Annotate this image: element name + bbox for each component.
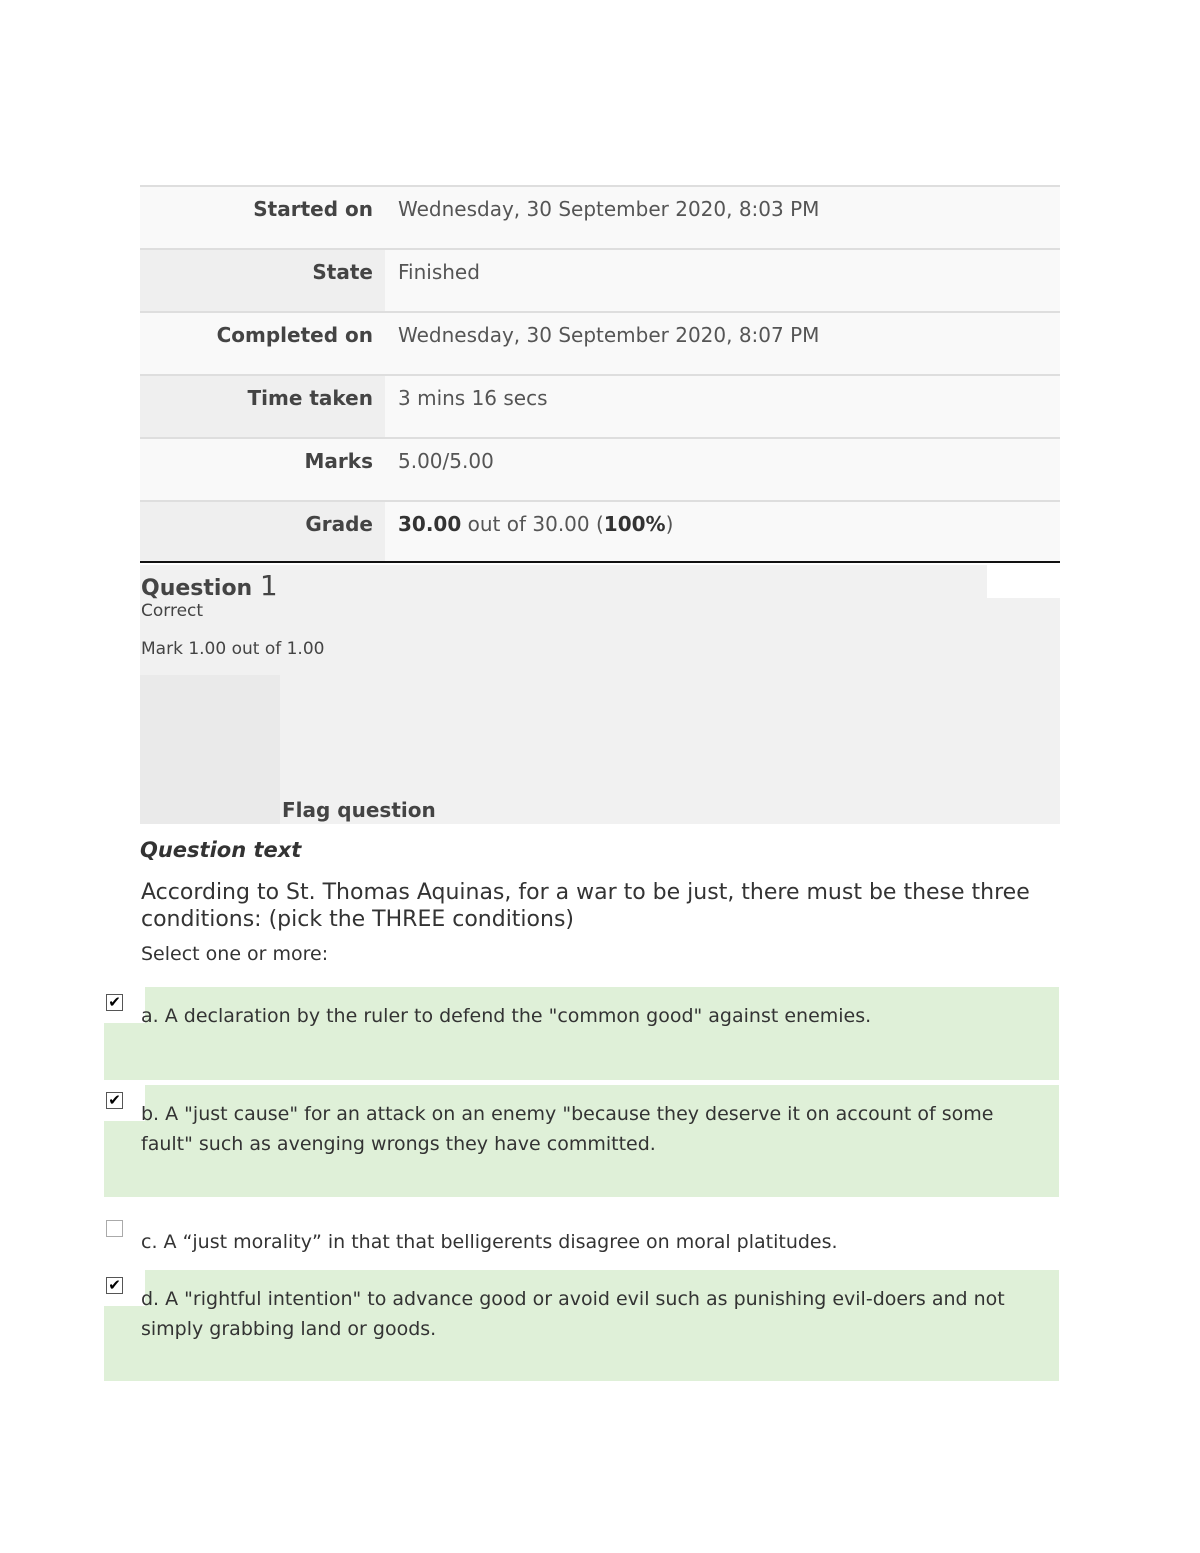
grade-out-of: out of 30.00 ( — [461, 512, 604, 536]
summary-label: State — [140, 250, 385, 311]
question-info-panel — [140, 565, 1060, 824]
flag-question-link[interactable]: Flag question — [282, 798, 436, 822]
answer-option-d[interactable] — [104, 1270, 1059, 1381]
checkbox-unchecked-icon[interactable] — [106, 1220, 123, 1237]
answer-option-a[interactable] — [104, 987, 1059, 1080]
question-text-heading: Question text — [140, 838, 302, 862]
summary-value: Wednesday, 30 September 2020, 8:07 PM — [385, 313, 1060, 374]
summary-label: Time taken — [140, 376, 385, 437]
answer-label: c. A “just morality” in that that belligerents disagree on moral platitudes. — [141, 1231, 838, 1253]
summary-row-time-taken — [140, 376, 1060, 439]
grade-percent: 100% — [603, 512, 666, 536]
question-state: Correct — [141, 601, 204, 621]
summary-row-marks — [140, 439, 1060, 502]
question-number: 1 — [259, 569, 278, 602]
summary-value: 3 mins 16 secs — [385, 376, 1060, 437]
summary-label: Grade — [140, 502, 385, 561]
answer-label: a. A declaration by the ruler to defend the "common good" against enemies. — [141, 1005, 872, 1027]
answer-label: d. A "rightful intention" to advance good or avoid evil such as punishing evil-doers and not simply grabbing land or goods. — [141, 1288, 1005, 1340]
answer-label: b. A "just cause" for an attack on an enemy "because they deserve it on account of some fault" such as avenging wrongs they have committed. — [141, 1103, 994, 1155]
answer-prompt: Select one or more: — [141, 943, 329, 965]
answer-option-c[interactable] — [104, 1213, 1059, 1261]
grade-score: 30.00 — [398, 512, 462, 536]
summary-label: Completed on — [140, 313, 385, 374]
grade-close: ) — [665, 512, 674, 536]
summary-value: 5.00/5.00 — [385, 439, 1060, 500]
question-text: According to St. Thomas Aquinas, for a war to be just, there must be these three conditions: (pick the THREE conditions) — [141, 880, 1030, 932]
summary-label: Started on — [140, 187, 385, 248]
summary-value: Wednesday, 30 September 2020, 8:03 PM — [385, 187, 1060, 248]
summary-row-state — [140, 250, 1060, 313]
checkbox-checked-icon[interactable]: ✔ — [106, 1092, 123, 1109]
summary-label: Marks — [140, 439, 385, 500]
question-title: Question 1 — [141, 569, 278, 602]
summary-value: Finished — [385, 250, 1060, 311]
question-mark: Mark 1.00 out of 1.00 — [141, 639, 325, 659]
grade-value — [385, 502, 1060, 561]
summary-row-started — [140, 187, 1060, 250]
summary-row-completed — [140, 313, 1060, 376]
summary-row-grade — [140, 502, 1060, 563]
attempt-summary-table — [140, 185, 1060, 563]
flag-icon[interactable] — [140, 675, 280, 824]
checkbox-checked-icon[interactable]: ✔ — [106, 1277, 123, 1294]
checkbox-checked-icon[interactable]: ✔ — [106, 994, 123, 1011]
answer-option-b[interactable] — [104, 1085, 1059, 1197]
